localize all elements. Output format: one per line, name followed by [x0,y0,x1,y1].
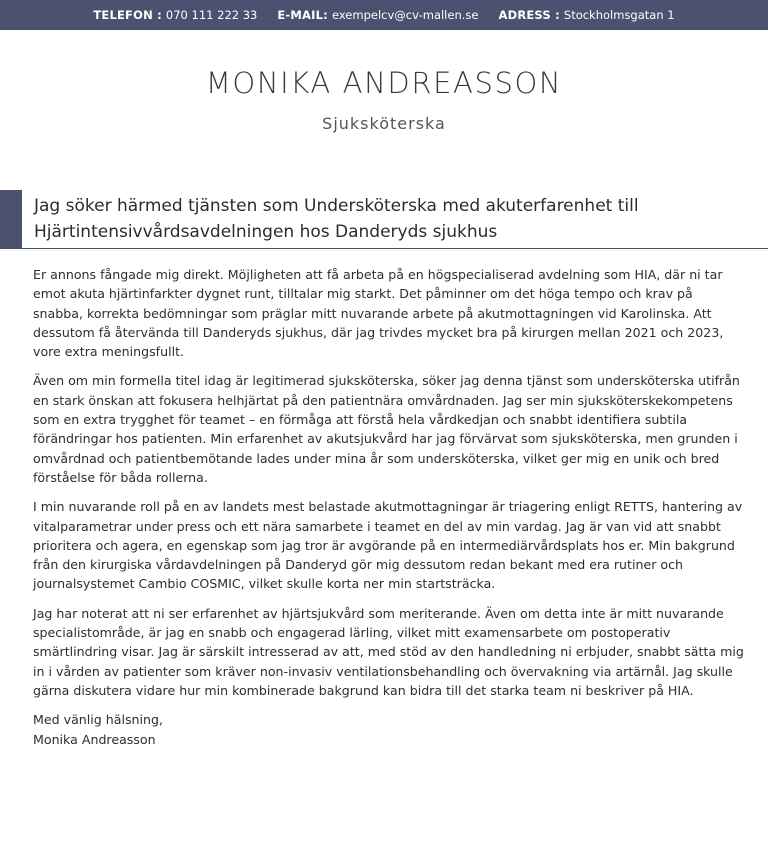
phone-value[interactable]: 070 111 222 33 [165,8,258,22]
heading-accent-bar [0,190,22,248]
address-label: ADRESS : [498,8,560,22]
letter-body [33,265,745,749]
heading-divider [0,248,768,249]
applicant-role: Sjuksköterska [322,114,446,133]
contact-email [277,8,478,22]
applicant-name: MONIKA ANDREASSON [205,66,563,100]
contact-address [498,8,674,22]
email-value[interactable]: exempelcv@cv-mallen.se [331,8,479,22]
letter-closing-block [33,710,745,749]
address-value: Stockholmsgatan 1 [563,8,675,22]
email-label: E-MAIL: [277,8,328,22]
letter-heading [34,193,754,245]
letter-paragraph-1: Er annons fångade mig direkt. Möjligheten att få arbeta på en högspecialiserad avdelning som HIA, där ni tar emot akuta hjärtinfarkter dygnet runt, tilltalar mig starkt. Det påminner om det höga tempo och krav på snabba, korrekta bedömningar som präglar mitt nuvarande arbete på akutmottagningen vid Karolinska. Att dessutom få återvända till Danderyds sjukhus, där jag trivdes mycket bra på kirurgen mellan 2021 och 2023, vore extra meningsfullt. [33,267,724,360]
letter-closing: Med vänlig hälsning, [33,712,163,728]
contact-bar [0,0,768,30]
letter-heading-line-1: Jag söker härmed tjänsten som Undersköterska med akuterfarenhet till [34,196,639,216]
letter-paragraph-4: Jag har noterat att ni ser erfarenhet av hjärtsjukvård som meriterande. Även om detta inte är mitt nuvarande specialistområde, är jag en snabb och engagerad lärling, vilket mitt examensarbete om postoperativ smärtlindring visar. Jag är särskilt intresserad av att, med stöd av den handledning ni erbjuder, snabbt sätta mig in i vården av patienter som kräver non-invasiv ventilationsbehandling och övervakning via artärnål. Jag skulle gärna diskutera vidare hur min kombinerade bakgrund kan bidra till det starka team ni beskriver på HIA. [33,605,744,698]
letter-signature: Monika Andreasson [33,731,156,747]
letter-heading-line-2: Hjärtintensivvårdsavdelningen hos Danderyds sjukhus [34,222,498,242]
letter-paragraph-3: I min nuvarande roll på en av landets mest belastade akutmottagningar är triagering enligt RETTS, hantering av vitalparametrar under press och ett nära samarbete i teamet en del av min vardag. Jag är van vid att snabbt prioritera och agera, en egenskap som jag tror är avgörande på en intermediärvårdsplats hos er. Min bakgrund från den kirurgiska vårdavdelningen på Danderyd gör mig dessutom redan bekant med era rutiner och journalsystemet Cambio COSMIC, vilket skulle korta ner min startsträcka. [33,499,743,592]
contact-phone [93,8,257,22]
letter-paragraph-2: Även om min formella titel idag är legitimerad sjuksköterska, söker jag denna tjänst som undersköterska utifrån en stark önskan att fokusera helhjärtat på den patientnära omvårdnaden. Jag ser min sjuksköterskekompetens som en extra trygghet för teamet – en förmåga att förstå hela vårdkedjan och snabbt identifiera subtila förändringar hos patienten. Min erfarenhet av akutsjukvård har jag förvärvat som sjuksköterska, men grunden i omvårdnad och patientbemötande lades under mina år som undersköterska, vilket ger mig en unik och bred förståelse för båda rollerna. [33,373,740,485]
phone-label: TELEFON : [93,8,162,22]
